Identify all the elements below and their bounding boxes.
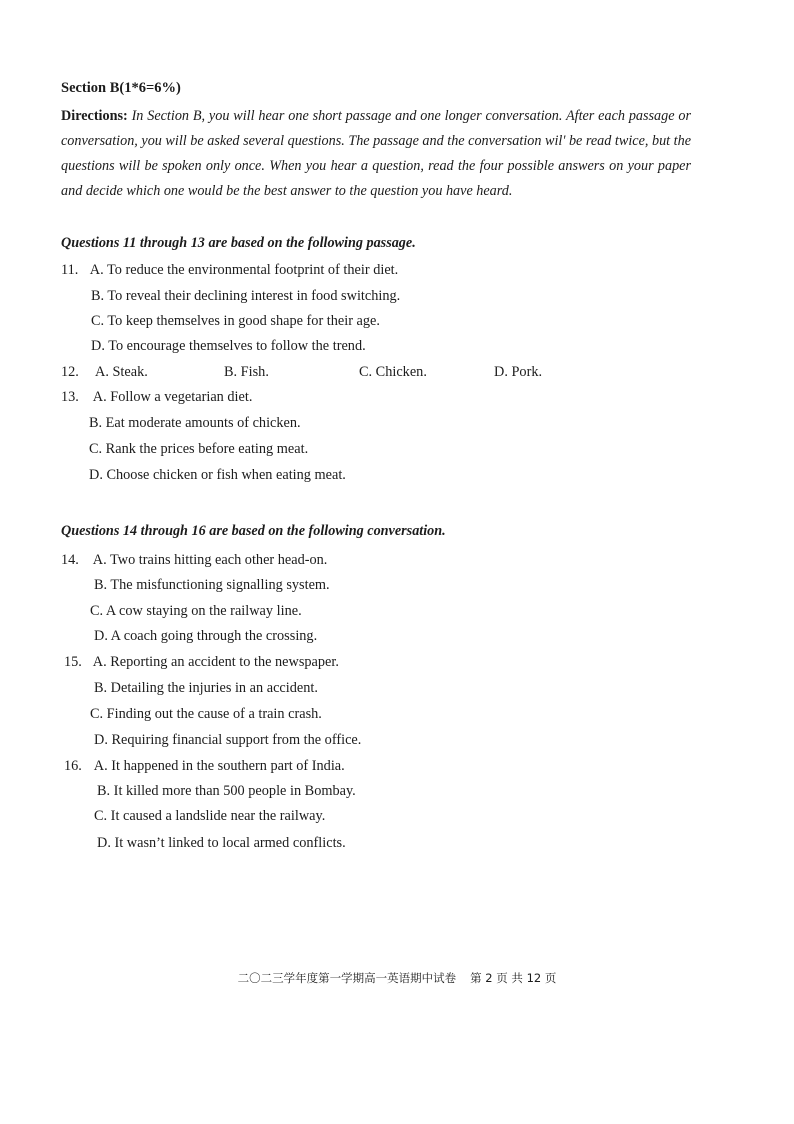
question-14	[61, 552, 327, 569]
option-a: A. Reporting an accident to the newspaper.	[92, 654, 339, 670]
question-number: 11.	[61, 262, 79, 278]
option-b: B. It killed more than 500 people in Bombay.	[97, 783, 356, 799]
question-12-number: 12.	[61, 364, 79, 380]
option-c: C. It caused a landslide near the railway.	[94, 808, 326, 824]
question-15	[64, 654, 339, 671]
page-footer	[0, 970, 794, 986]
option-c: C. Rank the prices before eating meat.	[89, 441, 309, 457]
option-d: D. A coach going through the crossing.	[94, 628, 318, 644]
option-c: C. Finding out the cause of a train crash.	[90, 706, 322, 722]
question-number: 15.	[64, 654, 82, 670]
question-16	[64, 758, 345, 775]
option-d: D. To encourage themselves to follow the trend.	[91, 338, 366, 354]
question-number: 14.	[61, 552, 79, 568]
option-d: D. It wasn’t linked to local armed conflicts.	[97, 835, 346, 851]
option-b: B. Fish.	[224, 364, 269, 380]
option-c: C. To keep themselves in good shape for their age.	[91, 313, 380, 329]
question-number: 13.	[61, 389, 79, 405]
section-title: Section B(1*6=6%)	[61, 80, 181, 96]
option-d: D. Choose chicken or fish when eating meat.	[89, 467, 346, 483]
option-d: D. Pork.	[494, 364, 543, 380]
option-a: A. To reduce the environmental footprint of their diet.	[89, 262, 399, 278]
option-b: B. Detailing the injuries in an accident.	[94, 680, 318, 696]
option-a: A. Steak.	[95, 364, 148, 380]
question-11	[61, 262, 398, 279]
option-b: B. To reveal their declining interest in food switching.	[91, 288, 401, 304]
group-heading-passage: Questions 11 through 13 are based on the following passage.	[61, 235, 416, 251]
question-number: 16.	[64, 758, 82, 774]
directions-label: Directions:	[61, 108, 128, 124]
option-a: A. Two trains hitting each other head-on.	[92, 552, 328, 568]
directions	[61, 104, 691, 204]
question-13	[61, 389, 252, 406]
group-heading-conversation: Questions 14 through 16 are based on the following conversation.	[61, 523, 446, 539]
option-b: B. The misfunctioning signalling system.	[94, 577, 330, 593]
option-c: C. A cow staying on the railway line.	[90, 603, 302, 619]
option-d: D. Requiring financial support from the office.	[94, 732, 362, 748]
option-b: B. Eat moderate amounts of chicken.	[89, 415, 301, 431]
option-c: C. Chicken.	[359, 364, 427, 380]
option-a: A. Follow a vegetarian diet.	[92, 389, 253, 405]
directions-text: In Section B, you will hear one short passage and one longer conversation. After each passage or conversation, you will be asked several questions. The passage and the conversation wil' be read twice, but the questions will be spoken only once. When you hear a question, read the four possible answers on your paper and decide which one would be the best answer to the question you have heard.	[61, 108, 691, 199]
exam-title: 二〇二三学年度第一学期高一英语期中试卷	[237, 971, 457, 985]
option-a: A. It happened in the southern part of India.	[93, 758, 345, 774]
page-number: 第 2 页 共 12 页	[470, 971, 557, 985]
